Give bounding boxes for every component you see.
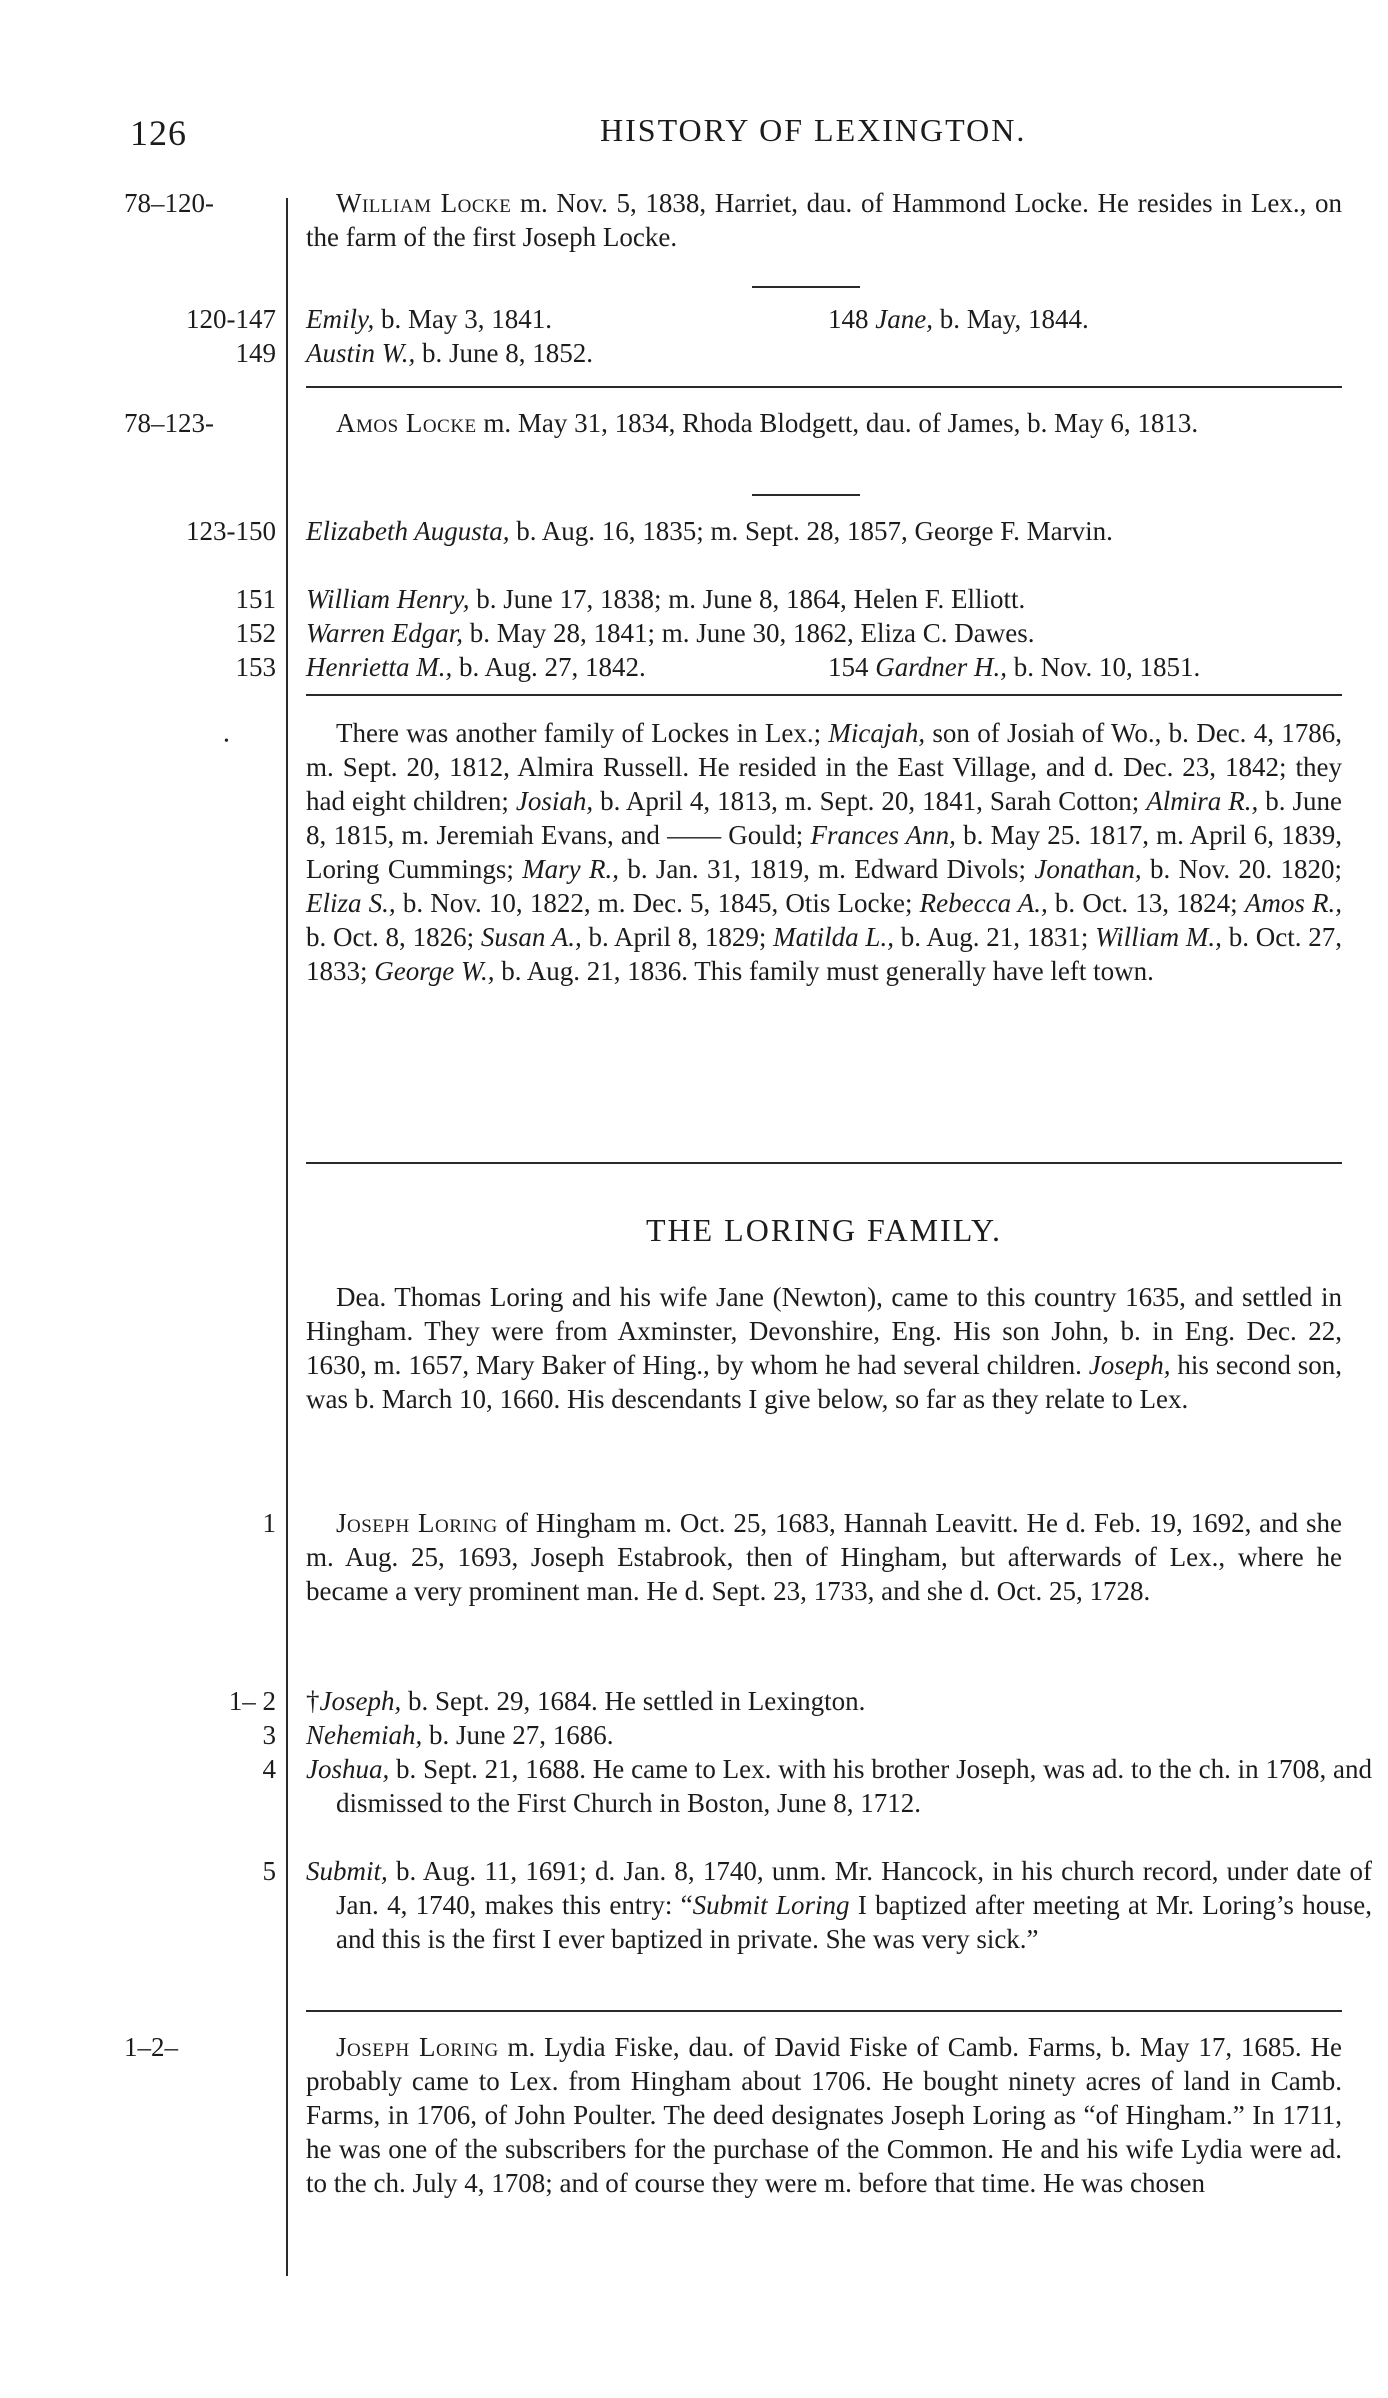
margin-ref: 78–120-: [124, 188, 214, 218]
margin-ref: 120-147: [186, 304, 276, 334]
entry-text: William Locke m. Nov. 5, 1838, Harriet, dau. of Hammond Locke. He resides in Lex., on the farm of the first Joseph Locke.: [306, 188, 1342, 252]
margin-ref: 149: [235, 338, 276, 368]
child-line: †Joseph, b. Sept. 29, 1684. He settled in Lexington.: [306, 1686, 866, 1716]
entry-text: Joseph Loring m. Lydia Fiske, dau. of David Fiske of Camb. Farms, b. May 17, 1685. He probably came to Lex. from Hingham about 1706. He bought ninety acres of land in Camb. Farms, in 1706, of John Poulter. The deed designates Joseph Loring as “of Hingham.” In 1711, he was one of the subscribers for the purchase of the Common. He and his wife Lydia were ad. to the ch. July 4, 1708; and of course they were m. before that time. He was chosen: [306, 2032, 1342, 2198]
section-rule: [306, 694, 1342, 696]
entry-name: Joseph Loring: [336, 2032, 499, 2062]
running-title: HISTORY OF LEXINGTON.: [600, 112, 1027, 148]
child-line: Submit, b. Aug. 11, 1691; d. Jan. 8, 1740, unm. Mr. Hancock, in his church record, under date of Jan. 4, 1740, makes this entry: “Submit Loring I baptized after meeting at Mr. Loring’s house, and this is the first I ever baptized in private. She was very sick.”: [306, 1856, 1372, 1954]
margin-ref: 151: [235, 584, 276, 614]
paragraph-loring-intro: Dea. Thomas Loring and his wife Jane (Newton), came to this country 1635, and settled in Hingham. They were from Axminster, Devonshire, Eng. His son John, b. in Eng. Dec. 22, 1630, m. 1657, Mary Baker of Hing., by whom he had several children. Joseph, his second son, was b. March 10, 1660. His descendants I give below, so far as they relate to Lex.: [306, 1282, 1342, 1414]
margin-ref: 4: [262, 1754, 276, 1784]
margin-ref: 78–123-: [124, 408, 214, 438]
margin-rule: [286, 198, 288, 2276]
child-line: Austin W., b. June 8, 1852.: [306, 338, 594, 368]
short-rule: [752, 286, 860, 288]
margin-ref: 1: [262, 1508, 276, 1538]
child-line: Warren Edgar, b. May 28, 1841; m. June 30, 1862, Eliza C. Dawes.: [306, 618, 1035, 648]
margin-ref: 152: [235, 618, 276, 648]
entry-name: Amos Locke: [336, 408, 477, 438]
margin-ref: 1–2–: [124, 2032, 178, 2062]
child-line: Emily, b. May 3, 1841. 148 Jane, b. May, 1844.: [306, 304, 1089, 334]
margin-ref: 5: [262, 1856, 276, 1886]
child-line: William Henry, b. June 17, 1838; m. June 8, 1864, Helen F. Elliott.: [306, 584, 1026, 614]
page-header: [0, 112, 1388, 162]
child-line: Elizabeth Augusta, b. Aug. 16, 1835; m. Sept. 28, 1857, George F. Marvin.: [306, 516, 1113, 546]
section-rule: [306, 1162, 1342, 1164]
margin-dot: •: [224, 734, 229, 749]
entry-name: Joseph Loring: [336, 1508, 498, 1538]
margin-ref: 1– 2: [228, 1686, 276, 1716]
short-rule: [752, 494, 860, 496]
entry-text: Amos Locke m. May 31, 1834, Rhoda Blodgett, dau. of James, b. May 6, 1813.: [336, 408, 1199, 438]
margin-ref: 3: [262, 1720, 276, 1750]
page-number: 126: [130, 113, 187, 153]
section-rule: [306, 2010, 1342, 2012]
margin-ref: 123-150: [186, 516, 276, 546]
entry-text: Joseph Loring of Hingham m. Oct. 25, 1683, Hannah Leavitt. He d. Feb. 19, 1692, and she m. Aug. 25, 1693, Joseph Estabrook, then of Hingham, but afterwards of Lex., where he became a very prominent man. He d. Sept. 23, 1733, and she d. Oct. 25, 1728.: [306, 1508, 1342, 1606]
section-title: THE LORING FAMILY.: [645, 1212, 1003, 1248]
child-line: Nehemiah, b. June 27, 1686.: [306, 1720, 614, 1750]
child-right: 148 Jane, b. May, 1844.: [828, 304, 1089, 334]
section-rule: [306, 386, 1342, 388]
entry-name: William Locke: [336, 188, 512, 218]
paragraph-other-lockes: There was another family of Lockes in Lex.; Micajah, son of Josiah of Wo., b. Dec. 4, 1786, m. Sept. 20, 1812, Almira Russell. He resided in the East Village, and d. Dec. 23, 1842; they had eight children; Josiah, b. April 4, 1813, m. Sept. 20, 1841, Sarah Cotton; Almira R., b. June 8, 1815, m. Jeremiah Evans, and —— Gould; Frances Ann, b. May 25. 1817, m. April 6, 1839, Loring Cummings; Mary R., b. Jan. 31, 1819, m. Edward Divols; Jonathan, b. Nov. 20. 1820; Eliza S., b. Nov. 10, 1822, m. Dec. 5, 1845, Otis Locke; Rebecca A., b. Oct. 13, 1824; Amos R., b. Oct. 8, 1826; Susan A., b. April 8, 1829; Matilda L., b. Aug. 21, 1831; William M., b. Oct. 27, 1833; George W., b. Aug. 21, 1836. This family must generally have left town.: [306, 718, 1343, 986]
margin-ref: 153: [235, 652, 276, 682]
child-right: 154 Gardner H., b. Nov. 10, 1851.: [828, 652, 1201, 682]
child-line: Joshua, b. Sept. 21, 1688. He came to Lex. with his brother Joseph, was ad. to the ch. in 1708, and dismissed to the First Church in Boston, June 8, 1712.: [306, 1754, 1372, 1818]
child-line: Henrietta M., b. Aug. 27, 1842. 154 Gardner H., b. Nov. 10, 1851.: [306, 652, 1201, 682]
